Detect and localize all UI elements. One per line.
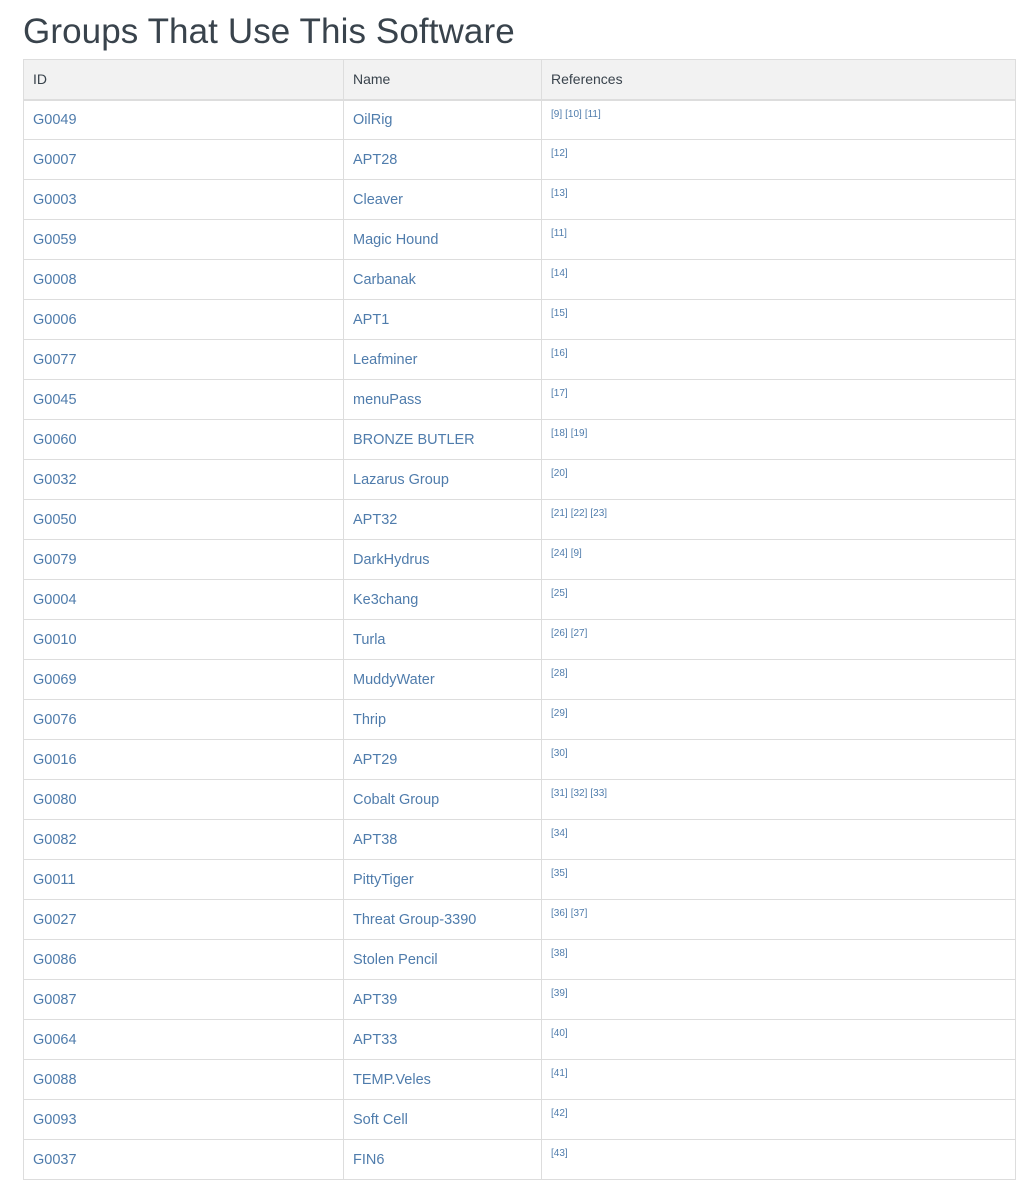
- group-id-link[interactable]: G0045: [33, 391, 77, 408]
- group-id-link[interactable]: G0087: [33, 991, 77, 1008]
- group-id-link[interactable]: G0080: [33, 791, 77, 808]
- cell-id: [24, 620, 344, 660]
- group-id-link[interactable]: G0004: [33, 591, 77, 608]
- reference-link[interactable]: [11]: [584, 108, 601, 120]
- cell-references: [542, 300, 1016, 340]
- group-name-link[interactable]: APT1: [353, 311, 390, 328]
- cell-references: [542, 740, 1016, 780]
- cell-name: [344, 700, 542, 740]
- table-row: [24, 860, 1016, 900]
- cell-name: [344, 140, 542, 180]
- group-name-link[interactable]: APT39: [353, 991, 398, 1008]
- cell-name: [344, 220, 542, 260]
- cell-id: [24, 580, 344, 620]
- cell-id: [24, 540, 344, 580]
- cell-name: [344, 540, 542, 580]
- reference-link[interactable]: [24]: [551, 548, 568, 559]
- cell-id: [24, 700, 344, 740]
- header-row: [24, 60, 1016, 100]
- group-name-link[interactable]: FIN6: [353, 1151, 385, 1168]
- cell-id: [24, 140, 344, 180]
- cell-id: [24, 940, 344, 980]
- group-name-link[interactable]: BRONZE BUTLER: [353, 431, 475, 448]
- reference-link[interactable]: [19]: [570, 428, 588, 439]
- reference-link[interactable]: [42]: [551, 1108, 568, 1119]
- cell-references: [542, 540, 1016, 580]
- cell-id: [24, 220, 344, 260]
- reference-link[interactable]: [40]: [551, 1028, 568, 1039]
- table-row: [24, 180, 1016, 220]
- reference-link[interactable]: [37]: [570, 908, 588, 919]
- cell-name: [344, 1140, 542, 1180]
- column-header-id[interactable]: ID: [24, 60, 344, 100]
- table-row: [24, 700, 1016, 740]
- cell-name: [344, 660, 542, 700]
- cell-name: [344, 980, 542, 1020]
- reference-link[interactable]: [41]: [551, 1068, 568, 1079]
- cell-references: [542, 940, 1016, 980]
- group-name-link[interactable]: Ke3chang: [353, 591, 419, 608]
- cell-references: [542, 420, 1016, 460]
- group-id-link[interactable]: G0093: [33, 1111, 77, 1128]
- reference-link[interactable]: [18]: [551, 428, 568, 439]
- reference-link[interactable]: [14]: [551, 268, 568, 279]
- cell-name: [344, 900, 542, 940]
- reference-link[interactable]: [35]: [551, 868, 568, 879]
- group-id-link[interactable]: G0076: [33, 711, 77, 728]
- cell-name: [344, 460, 542, 500]
- group-name-link[interactable]: Leafminer: [353, 351, 418, 368]
- table-body: [24, 100, 1016, 1180]
- reference-link[interactable]: [22]: [570, 508, 588, 519]
- group-name-link[interactable]: Threat Group-3390: [353, 911, 477, 928]
- reference-link[interactable]: [34]: [551, 828, 568, 839]
- table-row: [24, 540, 1016, 580]
- group-name-link[interactable]: TEMP.Veles: [353, 1071, 431, 1088]
- cell-references: [542, 460, 1016, 500]
- cell-id: [24, 740, 344, 780]
- group-id-link[interactable]: G0064: [33, 1031, 77, 1048]
- group-name-link[interactable]: Magic Hound: [353, 231, 439, 248]
- cell-id: [24, 1020, 344, 1060]
- reference-link[interactable]: [30]: [551, 748, 568, 759]
- cell-id: [24, 460, 344, 500]
- group-id-link[interactable]: G0049: [33, 111, 77, 128]
- group-name-link[interactable]: Stolen Pencil: [353, 951, 438, 968]
- reference-link[interactable]: [9]: [570, 548, 582, 559]
- cell-name: [344, 340, 542, 380]
- table-row: [24, 500, 1016, 540]
- cell-name: [344, 260, 542, 300]
- group-name-link[interactable]: PittyTiger: [353, 871, 414, 888]
- group-id-link[interactable]: G0077: [33, 351, 77, 368]
- group-name-link[interactable]: Thrip: [353, 711, 387, 728]
- cell-references: [542, 620, 1016, 660]
- cell-references: [542, 1140, 1016, 1180]
- reference-link[interactable]: [13]: [551, 188, 568, 199]
- group-id-link[interactable]: G0011: [33, 871, 76, 888]
- cell-references: [542, 700, 1016, 740]
- table-row: [24, 1060, 1016, 1100]
- group-id-link[interactable]: G0059: [33, 231, 77, 248]
- reference-link[interactable]: [25]: [551, 588, 568, 599]
- group-name-link[interactable]: APT38: [353, 831, 398, 848]
- cell-references: [542, 340, 1016, 380]
- cell-id: [24, 420, 344, 460]
- group-name-link[interactable]: OilRig: [353, 111, 393, 128]
- cell-references: [542, 980, 1016, 1020]
- group-name-link[interactable]: APT28: [353, 151, 398, 168]
- cell-name: [344, 780, 542, 820]
- group-name-link[interactable]: Carbanak: [353, 271, 416, 288]
- reference-link[interactable]: [38]: [551, 948, 568, 959]
- group-id-link[interactable]: G0016: [33, 751, 77, 768]
- cell-id: [24, 1140, 344, 1180]
- cell-id: [24, 860, 344, 900]
- table-row: [24, 580, 1016, 620]
- cell-references: [542, 1060, 1016, 1100]
- cell-name: [344, 100, 542, 140]
- cell-references: [542, 380, 1016, 420]
- group-name-link[interactable]: Cleaver: [353, 191, 403, 208]
- cell-name: [344, 860, 542, 900]
- cell-id: [24, 1100, 344, 1140]
- group-name-link[interactable]: DarkHydrus: [353, 551, 430, 568]
- cell-references: [542, 820, 1016, 860]
- cell-name: [344, 300, 542, 340]
- reference-link[interactable]: [43]: [551, 1148, 568, 1159]
- cell-references: [542, 1100, 1016, 1140]
- cell-name: [344, 380, 542, 420]
- table-row: [24, 660, 1016, 700]
- table-row: [24, 380, 1016, 420]
- reference-link[interactable]: [33]: [590, 788, 608, 799]
- cell-id: [24, 380, 344, 420]
- cell-references: [542, 500, 1016, 540]
- reference-link[interactable]: [26]: [551, 628, 568, 639]
- reference-link[interactable]: [10]: [565, 108, 582, 120]
- table-row: [24, 1020, 1016, 1060]
- group-id-link[interactable]: G0032: [33, 471, 77, 488]
- cell-id: [24, 100, 344, 140]
- cell-name: [344, 580, 542, 620]
- group-name-link[interactable]: APT29: [353, 751, 398, 768]
- cell-name: [344, 500, 542, 540]
- table-row: [24, 140, 1016, 180]
- group-name-link[interactable]: Turla: [353, 631, 386, 648]
- table-row: [24, 220, 1016, 260]
- cell-references: [542, 220, 1016, 260]
- column-header-references[interactable]: References: [542, 60, 1016, 100]
- table-row: [24, 940, 1016, 980]
- group-id-link[interactable]: G0060: [33, 431, 77, 448]
- reference-link[interactable]: [15]: [551, 308, 568, 319]
- table-row: [24, 740, 1016, 780]
- column-header-name[interactable]: Name: [344, 60, 542, 100]
- cell-id: [24, 340, 344, 380]
- reference-link[interactable]: [23]: [590, 508, 608, 519]
- reference-link[interactable]: [20]: [551, 468, 568, 479]
- cell-id: [24, 1060, 344, 1100]
- cell-references: [542, 1020, 1016, 1060]
- group-id-link[interactable]: G0086: [33, 951, 77, 968]
- reference-link[interactable]: [28]: [551, 668, 568, 679]
- table-row: [24, 980, 1016, 1020]
- cell-references: [542, 100, 1016, 140]
- groups-table: [23, 59, 1016, 1180]
- group-id-link[interactable]: G0003: [33, 191, 77, 208]
- table-row: [24, 100, 1016, 140]
- group-id-link[interactable]: G0010: [33, 631, 77, 648]
- cell-id: [24, 660, 344, 700]
- group-id-link[interactable]: G0082: [33, 831, 77, 848]
- reference-link[interactable]: [21]: [551, 508, 568, 519]
- group-id-link[interactable]: G0007: [33, 151, 77, 168]
- cell-references: [542, 260, 1016, 300]
- cell-name: [344, 1100, 542, 1140]
- group-id-link[interactable]: G0050: [33, 511, 77, 528]
- cell-id: [24, 500, 344, 540]
- table-row: [24, 820, 1016, 860]
- cell-name: [344, 1060, 542, 1100]
- reference-link[interactable]: [31]: [551, 788, 568, 799]
- group-name-link[interactable]: APT32: [353, 511, 398, 528]
- reference-link[interactable]: [16]: [551, 348, 568, 359]
- group-name-link[interactable]: Soft Cell: [353, 1111, 408, 1128]
- cell-id: [24, 260, 344, 300]
- group-id-link[interactable]: G0079: [33, 551, 77, 568]
- cell-name: [344, 740, 542, 780]
- section-heading: Groups That Use This Software: [23, 12, 515, 51]
- table-row: [24, 460, 1016, 500]
- group-name-link[interactable]: Cobalt Group: [353, 791, 440, 808]
- cell-id: [24, 780, 344, 820]
- group-name-link[interactable]: APT33: [353, 1031, 398, 1048]
- cell-name: [344, 820, 542, 860]
- reference-link[interactable]: [12]: [551, 148, 568, 159]
- table-row: [24, 420, 1016, 460]
- cell-references: [542, 660, 1016, 700]
- table-row: [24, 780, 1016, 820]
- table-row: [24, 260, 1016, 300]
- group-name-link[interactable]: menuPass: [353, 391, 422, 408]
- cell-name: [344, 620, 542, 660]
- cell-id: [24, 180, 344, 220]
- table-row: [24, 900, 1016, 940]
- table-row: [24, 1100, 1016, 1140]
- group-id-link[interactable]: G0006: [33, 311, 77, 328]
- reference-link[interactable]: [17]: [551, 388, 568, 399]
- cell-references: [542, 900, 1016, 940]
- cell-references: [542, 180, 1016, 220]
- cell-references: [542, 580, 1016, 620]
- cell-name: [344, 940, 542, 980]
- group-name-link[interactable]: MuddyWater: [353, 671, 435, 688]
- cell-name: [344, 420, 542, 460]
- cell-id: [24, 820, 344, 860]
- table-row: [24, 1140, 1016, 1180]
- reference-link[interactable]: [11]: [551, 228, 567, 239]
- cell-references: [542, 140, 1016, 180]
- reference-link[interactable]: [32]: [570, 788, 588, 799]
- reference-link[interactable]: [39]: [551, 988, 568, 999]
- group-id-link[interactable]: G0027: [33, 911, 77, 928]
- cell-name: [344, 1020, 542, 1060]
- reference-link[interactable]: [9]: [551, 108, 563, 120]
- table-row: [24, 300, 1016, 340]
- group-id-link[interactable]: G0069: [33, 671, 77, 688]
- cell-references: [542, 780, 1016, 820]
- group-id-link[interactable]: G0088: [33, 1071, 77, 1088]
- table-row: [24, 340, 1016, 380]
- group-name-link[interactable]: Lazarus Group: [353, 471, 449, 488]
- table-header: [24, 60, 1016, 100]
- group-id-link[interactable]: G0037: [33, 1151, 77, 1168]
- reference-link[interactable]: [29]: [551, 708, 568, 719]
- cell-id: [24, 980, 344, 1020]
- table-row: [24, 620, 1016, 660]
- reference-link[interactable]: [27]: [570, 628, 588, 639]
- cell-name: [344, 180, 542, 220]
- cell-id: [24, 900, 344, 940]
- cell-references: [542, 860, 1016, 900]
- group-id-link[interactable]: G0008: [33, 271, 77, 288]
- cell-id: [24, 300, 344, 340]
- reference-link[interactable]: [36]: [551, 908, 568, 919]
